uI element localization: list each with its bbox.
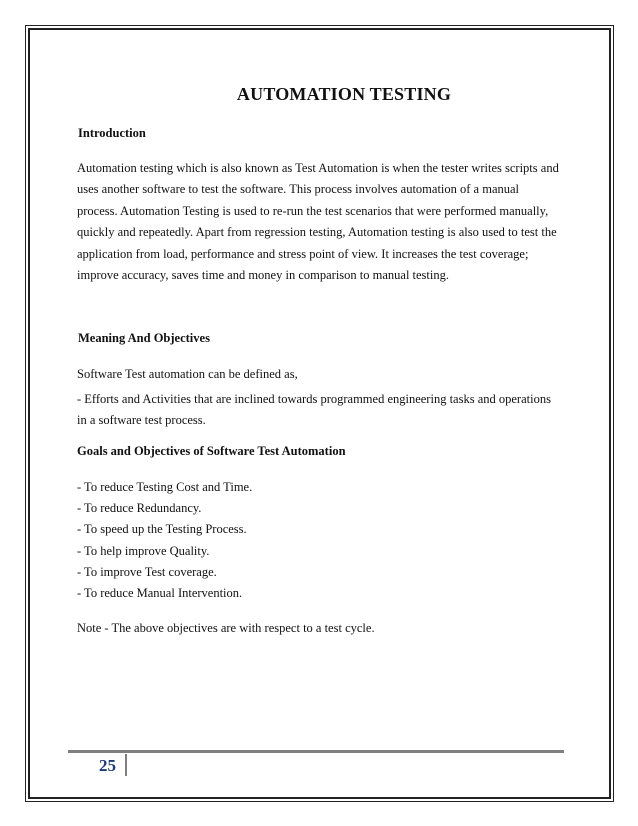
list-item: - To improve Test coverage. [77,564,217,579]
paragraph-line: application from load, performance and stress point of view. It increases the test coverage; [77,246,529,261]
paragraph-line: quickly and repeatedly. Apart from regression testing, Automation testing is also used to test the [77,225,557,240]
paragraph-line: improve accuracy, saves time and money in comparison to manual testing. [77,268,449,283]
definition-paragraph [77,389,563,432]
page-number: 25 [99,756,116,775]
introduction-heading: Introduction [78,126,146,140]
paragraph-line: in a software test process. [77,413,206,428]
note-text: Note - The above objectives are with respect to a test cycle. [77,621,375,635]
goals-heading: Goals and Objectives of Software Test Automation [77,444,346,458]
footer-rule [68,750,564,753]
list-item: - To speed up the Testing Process. [77,522,247,537]
list-item: - To reduce Testing Cost and Time. [77,480,253,494]
note-paragraph [77,618,563,639]
list-item: - To reduce Redundancy. [77,501,202,516]
page-number-divider [125,754,127,776]
paragraph-line: - Efforts and Activities that are inclined towards programmed engineering tasks and operations [77,392,551,406]
page-title: AUTOMATION TESTING [236,84,452,104]
paragraph-line: Software Test automation can be defined as, [77,367,298,381]
meaning-heading: Meaning And Objectives [78,331,210,345]
paragraph-line: Automation testing which is also known as Test Automation is when the tester writes scripts and [77,161,559,175]
definition-intro [77,364,563,385]
introduction-paragraph [77,158,563,286]
paragraph-line: uses another software to test the software. This process involves automation of a manual [77,182,520,197]
paragraph-line: process. Automation Testing is used to re-run the test scenarios that were performed manually, [77,203,549,218]
list-item: - To reduce Manual Intervention. [77,586,243,601]
goals-list [77,477,252,604]
list-item: - To help improve Quality. [77,543,210,558]
